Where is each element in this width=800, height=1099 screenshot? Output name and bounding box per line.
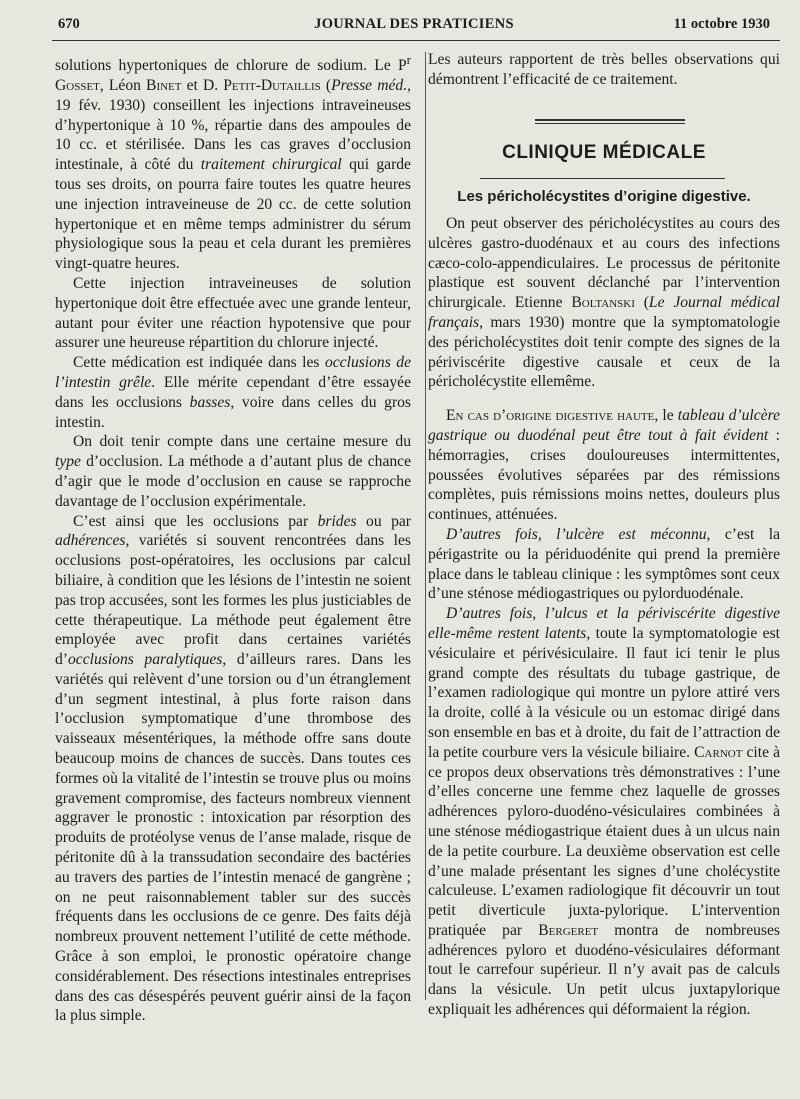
right-paragraph-1: On peut observer des péricholécystites au cours des ulcères gastro-duodénaux et au cours des infections cæco-colo-appendiculaires. Le processus de péritonite plastique est souvent déclanché par l’intervention chirurgicale. Etienne Boltanski (Le Journal médical français, mars 1930) montre que la symptomatologie des péricholécystites doit tenir compte des signes de la périviscérite digestive causale et ceux de la péricholécystite ellemême.	[428, 215, 781, 391]
right-paragraph-3: D’autres fois, l’ulcère est méconnu, c’est la périgastrite ou la périduodénite qui prend la première place dans le tableau clinique : les symptômes sont ceux d’une sténose médiogastriques ou pylorduodénale.	[428, 525, 780, 603]
left-paragraph-1: solutions hypertoniques de chlorure de sodium. Le $P^r$ Gosset, Léon Binet et D. Petit-Dutaillis (Presse méd., 19 fév. 1930) conseillent les injections intraveineuses d’hypertonique à 10 %, répartie dans des ampoules de 10 cc. et stérilisée. Dans les cas graves d’occlusion intestinale, à côté du traitement chirurgical qui garde tous ses droits, on pourra faire toutes les quatre heures une injection intraveineuse de 20 cc. de cette solution hypertonique et en même temps administrer du sérum physiologique sous la peau et cela durant les premières vingt-quatre heures.	[55, 52, 411, 273]
left-paragraph-2: Cette injection intraveineuses de solution hypertonique doit être effectuée avec une grande lenteur, autant pour éviter une réaction hypotensive que pour assurer une heureuse répartition du chlorure injecté.	[55, 274, 411, 352]
intro-paragraph: Les auteurs rapportent de très belles observations qui démontrent l’efficacité de ce traitement.	[428, 51, 780, 88]
right-column-intro	[428, 50, 780, 90]
article-title: Les péricholécystites d’origine digestive.	[457, 188, 751, 205]
section-rule	[480, 178, 725, 179]
left-paragraph-5: C’est ainsi que les occlusions par brides ou par adhérences, variétés si souvent rencontrées dans les occlusions post-opératoires, les occlusions par calcul biliaire, à condition que les lésions de l’intestin ne soient pas trop accusées, sont les formes les plus justiciables de cette thérapeutique. La méthode peut également être employée avec profit dans certaines variétés d’occlusions paralytiques, d’ailleurs rares. Dans les variétés qui relèvent d’une torsion ou d’un étranglement d’un segment intestinal, à plus forte raison dans l’occlusion symptomatique d’une thrombose des vaisseaux mésentériques, la méthode offre sans doute beaucoup moins de chances de succès. Dans toutes ces formes où la vitalité de l’intestin se trouve plus ou moins gravement compromise, des facteurs nombreux viennent aggraver le pronostic : intoxication par résorption des produits de protéolyse venus de l’anse malade, risque de péritonite dû à la transsudation secondaire des bactéries au travers des parties de l’intestin menacé de gangrène ; on ne peut raisonnablement tabler sur des succès fréquents dans les occlusions de ce genre. Des faits déjà nombreux prouvent nettement l’utilité de cette méthode. Grâce à son emploi, le pronostic opératoire change considérablement. Des résections intestinales entreprises dans des cas désespérés peuvent guérir ainsi de la façon la plus simple.	[55, 512, 411, 1025]
decorative-rule	[535, 119, 685, 126]
section-title: CLINIQUE MÉDICALE	[502, 142, 706, 163]
running-header	[58, 16, 770, 36]
page-number: 670	[58, 16, 80, 32]
column-separator	[425, 52, 426, 1000]
left-column	[55, 50, 411, 1026]
right-paragraph-2: En cas d’origine digestive haute, le tableau d’ulcère gastrique ou duodénal peut être tout à fait évident : hémorragies, crises douloureuses intermittentes, poussées évolutives séparées par des rémissions complètes, puis rémissions moins nettes, douleurs plus continues, atténuées.	[428, 407, 781, 524]
right-column-article	[428, 214, 780, 1020]
header-rule	[52, 40, 780, 41]
right-paragraph-4: D’autres fois, l’ulcus et la périviscérite digestive elle-même restent latents, toute la symptomatologie est vésiculaire et périvésiculaire. Il faut ici tenir le plus grand compte des résultats du tubage gastrique, de l’examen radiologique qui montre un pylore attiré vers la droite, collé à la vésicule ou un estomac dirigé dans son ensemble en bas et à droite, du fait de l’attraction de la petite courbure vers la vésicule biliaire. Carnot cite à ce propos deux observations très démonstratives : l’une d’elles concerne une femme chez laquelle de grosses adhérences pyloro-duodéno-vésiculaires combinées à une sténose médiogastrique étaient dues à un ulcus nain de la petite courbure. La deuxième observation est celle d’une malade présentant les signes d’une cholécystite calculeuse. L’examen radiologique fit découvrir un tout petit diverticule juxta-pylorique. L’intervention pratiquée par Bergeret montra de nombreuses adhérences pyloro et duodéno-vésiculaires déformant tout le carrefour supérieur. Il n’y avait pas de calculs dans la vésicule. Un petit ulcus juxtapylorique expliquait les adhérences qui déformaient la région.	[428, 605, 780, 1019]
left-paragraph-4: On doit tenir compte dans une certaine mesure du type d’occlusion. La méthode a d’autant plus de chance d’agir que le mode d’occlusion en cause se rapproche davantage de l’occlusion expérimentale.	[55, 433, 411, 510]
journal-title: JOURNAL DES PRATICIENS	[314, 16, 514, 32]
left-paragraph-3: Cette médication est indiquée dans les occlusions de l’intestin grêle. Elle mérite cependant d’être essayée dans les occlusions basses, voire dans celles du gros intestin.	[55, 354, 411, 431]
issue-date: 11 octobre 1930	[673, 16, 770, 32]
